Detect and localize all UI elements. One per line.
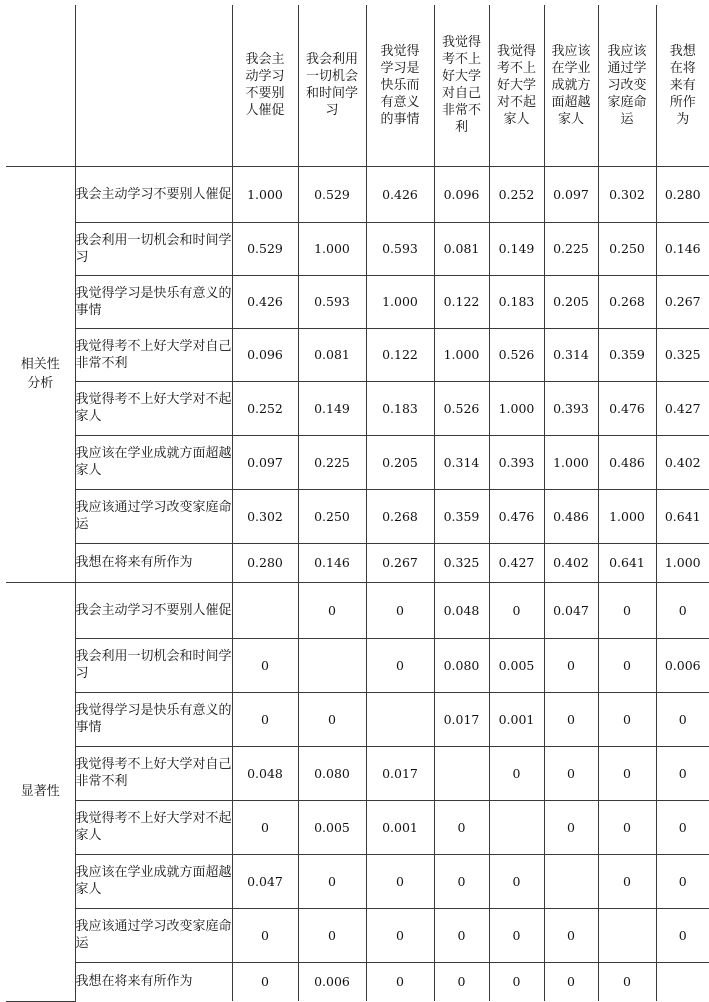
value-cell: 0.593: [298, 275, 366, 328]
value-cell: 0.183: [366, 381, 434, 435]
value-cell: 0.146: [298, 543, 366, 582]
value-cell: 0.529: [232, 222, 298, 275]
value-cell: 0: [544, 908, 598, 962]
value-cell: 0: [489, 962, 544, 1001]
value-cell: 0.476: [489, 489, 544, 543]
value-cell: 0.225: [544, 222, 598, 275]
value-cell: 0: [232, 692, 298, 746]
table-row: [6, 582, 709, 638]
table-row: [6, 692, 709, 746]
value-cell: 0.017: [366, 746, 434, 800]
value-cell: 0.267: [656, 275, 709, 328]
value-cell: 0.325: [656, 328, 709, 381]
table-row: [6, 489, 709, 543]
value-cell: 0: [489, 582, 544, 638]
value-cell: 0.250: [298, 489, 366, 543]
table-row: [6, 435, 709, 489]
value-cell: 0.359: [434, 489, 489, 543]
value-cell: 0: [544, 962, 598, 1001]
value-cell: 0.149: [489, 222, 544, 275]
value-cell: 0: [656, 800, 709, 854]
value-cell: 0.250: [598, 222, 656, 275]
value-cell: 0: [544, 692, 598, 746]
value-cell: 0.426: [366, 166, 434, 222]
table-row: [6, 381, 709, 435]
value-cell: 0: [232, 800, 298, 854]
value-cell: 0: [366, 908, 434, 962]
value-cell: 0.081: [434, 222, 489, 275]
value-cell: 0.526: [434, 381, 489, 435]
column-header: 我觉得 学习是 快乐而 有意义 的事情: [366, 5, 434, 166]
table-row: [6, 962, 709, 1001]
value-cell: 1.000: [434, 328, 489, 381]
value-cell: 0: [298, 582, 366, 638]
row-label: 我觉得考不上好大学对自己非常不利: [75, 746, 232, 800]
value-cell: 0.096: [434, 166, 489, 222]
value-cell: 0.393: [544, 381, 598, 435]
value-cell: 0.252: [232, 381, 298, 435]
row-label: 我会利用一切机会和时间学习: [75, 638, 232, 692]
value-cell: 0: [544, 800, 598, 854]
value-cell: 0.006: [298, 962, 366, 1001]
value-cell: 0: [544, 638, 598, 692]
value-cell: 0: [366, 638, 434, 692]
value-cell: 0.314: [434, 435, 489, 489]
value-cell: 0: [598, 746, 656, 800]
value-cell: 1.000: [232, 166, 298, 222]
value-cell: 0: [489, 908, 544, 962]
value-cell: 0.096: [232, 328, 298, 381]
value-cell: 0.005: [298, 800, 366, 854]
value-cell: 0.426: [232, 275, 298, 328]
value-cell: 0: [656, 692, 709, 746]
value-cell: 0.280: [656, 166, 709, 222]
value-cell: 0: [434, 908, 489, 962]
empty-cell: [298, 638, 366, 692]
table-row: [6, 328, 709, 381]
value-cell: 0.149: [298, 381, 366, 435]
row-label: 我想在将来有所作为: [75, 962, 232, 1001]
empty-cell: [434, 746, 489, 800]
value-cell: 0.302: [598, 166, 656, 222]
empty-cell: [366, 692, 434, 746]
value-cell: 0.427: [489, 543, 544, 582]
value-cell: 0.001: [366, 800, 434, 854]
row-label: 我觉得学习是快乐有意义的事情: [75, 275, 232, 328]
row-label: 我觉得考不上好大学对不起家人: [75, 800, 232, 854]
value-cell: 1.000: [366, 275, 434, 328]
value-cell: 0.006: [656, 638, 709, 692]
value-cell: 0.268: [366, 489, 434, 543]
corner-blank-cell: [6, 5, 75, 166]
value-cell: 0.081: [298, 328, 366, 381]
value-cell: 1.000: [598, 489, 656, 543]
section-label: 相关性 分析: [6, 166, 75, 582]
section-label: 显著性: [6, 582, 75, 1001]
value-cell: 0.267: [366, 543, 434, 582]
value-cell: 0: [366, 854, 434, 908]
value-cell: 0: [598, 854, 656, 908]
table-row: [6, 638, 709, 692]
value-cell: 0.005: [489, 638, 544, 692]
header-row: [6, 5, 709, 166]
value-cell: 0.183: [489, 275, 544, 328]
value-cell: 0: [232, 962, 298, 1001]
value-cell: 0.325: [434, 543, 489, 582]
column-header: 我觉得 考不上 好大学 对自己 非常不 利: [434, 5, 489, 166]
value-cell: 0.047: [232, 854, 298, 908]
value-cell: 0: [366, 582, 434, 638]
value-cell: 0: [598, 582, 656, 638]
value-cell: 1.000: [656, 543, 709, 582]
value-cell: 0: [656, 908, 709, 962]
row-label: 我觉得学习是快乐有意义的事情: [75, 692, 232, 746]
value-cell: 0.097: [232, 435, 298, 489]
value-cell: 0: [656, 582, 709, 638]
correlation-table: [6, 5, 709, 1002]
table-row: [6, 908, 709, 962]
value-cell: 0.122: [434, 275, 489, 328]
value-cell: 0: [544, 746, 598, 800]
value-cell: 0.359: [598, 328, 656, 381]
value-cell: 0: [598, 800, 656, 854]
value-cell: 0.252: [489, 166, 544, 222]
value-cell: 0: [298, 854, 366, 908]
value-cell: 0.146: [656, 222, 709, 275]
value-cell: 0: [656, 854, 709, 908]
value-cell: 0.641: [656, 489, 709, 543]
value-cell: 0.205: [366, 435, 434, 489]
value-cell: 0.427: [656, 381, 709, 435]
row-label: 我应该通过学习改变家庭命运: [75, 908, 232, 962]
row-label: 我会利用一切机会和时间学习: [75, 222, 232, 275]
column-header: 我应该 通过学 习改变 家庭命 运: [598, 5, 656, 166]
value-cell: 0.097: [544, 166, 598, 222]
row-label: 我应该通过学习改变家庭命运: [75, 489, 232, 543]
corner-blank-cell: [75, 5, 232, 166]
value-cell: 0: [489, 746, 544, 800]
value-cell: 0.122: [366, 328, 434, 381]
value-cell: 0.641: [598, 543, 656, 582]
value-cell: 0.402: [544, 543, 598, 582]
table-row: [6, 543, 709, 582]
value-cell: 0.205: [544, 275, 598, 328]
column-header: 我应该 在学业 成就方 面超越 家人: [544, 5, 598, 166]
value-cell: 0: [656, 746, 709, 800]
value-cell: 0.047: [544, 582, 598, 638]
value-cell: 0.280: [232, 543, 298, 582]
value-cell: 0.268: [598, 275, 656, 328]
empty-cell: [656, 962, 709, 1001]
column-header: 我会主 动学习 不要别 人催促: [232, 5, 298, 166]
value-cell: 1.000: [544, 435, 598, 489]
value-cell: 0.402: [656, 435, 709, 489]
row-label: 我会主动学习不要别人催促: [75, 582, 232, 638]
row-label: 我觉得考不上好大学对不起家人: [75, 381, 232, 435]
value-cell: 0.529: [298, 166, 366, 222]
value-cell: 0: [298, 692, 366, 746]
row-label: 我会主动学习不要别人催促: [75, 166, 232, 222]
empty-cell: [598, 908, 656, 962]
value-cell: 0: [232, 638, 298, 692]
column-header: 我觉得 考不上 好大学 对不起 家人: [489, 5, 544, 166]
value-cell: 1.000: [489, 381, 544, 435]
empty-cell: [232, 582, 298, 638]
table-row: [6, 800, 709, 854]
value-cell: 0: [598, 962, 656, 1001]
value-cell: 0.486: [544, 489, 598, 543]
value-cell: 1.000: [298, 222, 366, 275]
value-cell: 0.080: [298, 746, 366, 800]
value-cell: 0.048: [232, 746, 298, 800]
value-cell: 0.225: [298, 435, 366, 489]
row-label: 我觉得考不上好大学对自己非常不利: [75, 328, 232, 381]
column-header: 我会利用 一切机会 和时间学 习: [298, 5, 366, 166]
row-label: 我应该在学业成就方面超越家人: [75, 435, 232, 489]
value-cell: 0: [434, 962, 489, 1001]
value-cell: 0: [598, 638, 656, 692]
table-row: [6, 222, 709, 275]
value-cell: 0: [489, 854, 544, 908]
table-row: [6, 275, 709, 328]
value-cell: 0: [434, 854, 489, 908]
table-row: [6, 166, 709, 222]
value-cell: 0.486: [598, 435, 656, 489]
table-row: [6, 746, 709, 800]
value-cell: 0: [298, 908, 366, 962]
value-cell: 0: [598, 692, 656, 746]
column-header: 我想 在将 来有 所作 为: [656, 5, 709, 166]
value-cell: 0: [434, 800, 489, 854]
row-label: 我应该在学业成就方面超越家人: [75, 854, 232, 908]
value-cell: 0.001: [489, 692, 544, 746]
row-label: 我想在将来有所作为: [75, 543, 232, 582]
value-cell: 0.080: [434, 638, 489, 692]
value-cell: 0: [232, 908, 298, 962]
value-cell: 0: [366, 962, 434, 1001]
table-row: [6, 854, 709, 908]
value-cell: 0.302: [232, 489, 298, 543]
empty-cell: [544, 854, 598, 908]
value-cell: 0.393: [489, 435, 544, 489]
empty-cell: [489, 800, 544, 854]
value-cell: 0.476: [598, 381, 656, 435]
value-cell: 0.593: [366, 222, 434, 275]
value-cell: 0.017: [434, 692, 489, 746]
value-cell: 0.048: [434, 582, 489, 638]
value-cell: 0.526: [489, 328, 544, 381]
value-cell: 0.314: [544, 328, 598, 381]
